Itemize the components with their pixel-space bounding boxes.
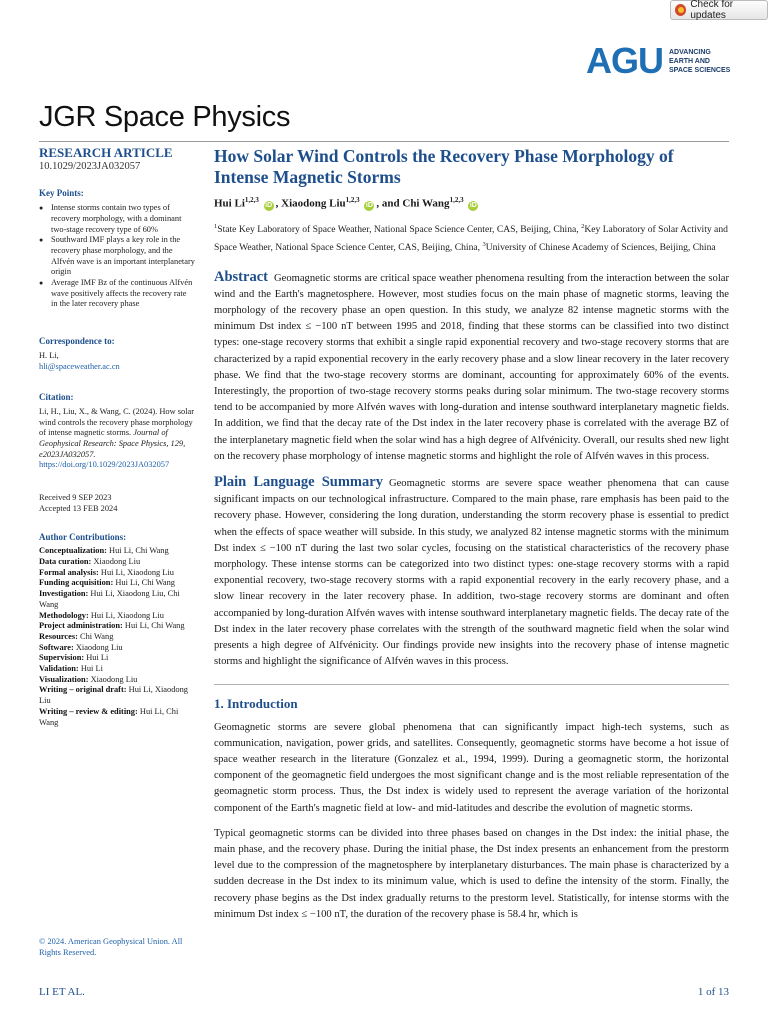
citation-text bbox=[39, 407, 195, 471]
contribution-names: Hui Li, Chi Wang bbox=[109, 546, 169, 556]
intro-paragraph: Typical geomagnetic storms can be divided into three phases based on changes in the Dst index: the initial phase, the main phase, and the recovery phase. During the initial phase, the Dst index presents an enhancement from the prestorm level due to the compression of the magnetosphere by interplanetary disturbances. The main phase is characterized by a sudden decrease in the Dst index to its minimum value, which is used to define the intensity of the storm. Finally, the recovery phase begins as the Dst index gradually returns to the prestorm level. Statistically, for intense storms with the minimum Dst index ≤ −100 nT, the duration of the recovery phase is 58.4 hr, which is bbox=[214, 827, 729, 920]
intro-paragraph: Geomagnetic storms are severe global phenomena that can significantly impact high-tech systems, such as communication, navigation, power grids, and satellites. Consequently, geomagnetic storms have become a hot issue of space weather research in the literature (Gonzalez et al., 1994, 1999). During a geomagnetic storm, the horizontal component of the geomagnetic field undergoes the most significant change and is the most reliable representation of the geomagnetic storm process. Thus, the Dst index is widely used to represent the average variation of the horizontal component of the Earth's magnetic field at low- and mid-latitudes and describe the evolution of magnetic storms. bbox=[214, 721, 729, 814]
agu-tagline-line1: ADVANCING bbox=[669, 48, 711, 56]
contribution-role: Formal analysis: bbox=[39, 567, 99, 577]
copyright: © 2024. American Geophysical Union. All Rights Reserved. bbox=[39, 937, 183, 957]
author-name[interactable]: Xiaodong Liu bbox=[281, 197, 346, 210]
contribution-names: Hui Li, Chi Wang bbox=[124, 621, 185, 631]
citation-body: Li, H., Liu, X., & Wang, C. (2024). How solar wind controls the recovery phase morphology of intense magnetic storms. bbox=[39, 406, 195, 438]
correspondence-email[interactable]: hli@spaceweather.ac.cn bbox=[39, 361, 120, 371]
agu-mark: AGU bbox=[586, 40, 663, 81]
author-name[interactable]: Chi Wang bbox=[402, 197, 450, 210]
contribution-role: Data curation: bbox=[39, 556, 92, 566]
author-separator: , and bbox=[376, 197, 403, 210]
contribution-role: Methodology: bbox=[39, 610, 89, 620]
contribution-names: Hui Li, Xiaodong Liu bbox=[39, 685, 188, 706]
running-author-footer: LI ET AL. bbox=[39, 986, 85, 998]
agu-tagline-line3: SPACE SCIENCES bbox=[669, 66, 731, 74]
orcid-icon[interactable]: iD bbox=[365, 201, 373, 209]
contribution-role: Project administration: bbox=[39, 621, 123, 631]
correspondence-name: H. Li, bbox=[39, 350, 59, 360]
pls-heading: Plain Language Summary bbox=[214, 474, 383, 491]
contribution-row bbox=[39, 632, 195, 643]
author-separator: , bbox=[275, 197, 282, 210]
author-contributions-heading: Author Contributions: bbox=[39, 531, 127, 542]
contribution-role: Writing – review & editing: bbox=[39, 706, 138, 716]
citation-doi-link[interactable]: https://doi.org/10.1029/2023JA032057 bbox=[39, 460, 170, 470]
contribution-role: Investigation: bbox=[39, 589, 89, 599]
contribution-row bbox=[39, 685, 195, 706]
introduction-heading: 1. Introduction bbox=[214, 695, 298, 711]
contribution-row bbox=[39, 557, 195, 568]
agu-tagline-line2: EARTH AND bbox=[669, 57, 710, 65]
abstract bbox=[214, 269, 729, 465]
contribution-row bbox=[39, 621, 195, 632]
key-point: ● Average IMF Bz of the continuous Alfvén wave positively affects the recovery rate in the later recovery phase bbox=[39, 278, 195, 310]
header-rule bbox=[39, 141, 729, 142]
pls-text: Geomagnetic storms are severe space weather phenomena that can cause significant impacts on our technological infrastructure. Compared to the main phase, rare emphasis has been paid to the recovery phase. However, considering the long duration, understanding the storm recovery phase is essential to predict when the effects of space weather will subside. In this study, we analyzed 82 intense magnetic storms with the minimum Dst index ≤ −100 nT during the last two solar cycles, focusing on the statistical characteristics of the recovery phase morphology. These intense storms can be categorized into two distinct types: one-stage recovery storms with a rapid exponential recovery, two-stage recovery storms with a rapid exponential recovery in the early recovery phase, and a slow linear recovery in the later recovery phase. In addition, two-stage recovery storms are dominant and often accompanied by long-duration Alfvén waves with intense southward interplanetary magnetic fields. The decay rate of the Dst index in the later recovery phase correlates with the strength of the southward magnetic field when the solar wind presents a high degree of Alfvénicity. Our findings provide new insights into the recovery phase of intense magnetic storms and highlight the significance of Alfvén waves in this process. bbox=[214, 478, 730, 668]
doi: 10.1029/2023JA032057 bbox=[39, 160, 141, 172]
page-number: 1 of 13 bbox=[697, 986, 729, 998]
article-dates bbox=[39, 493, 195, 514]
contribution-row bbox=[39, 707, 195, 728]
journal-title: JGR Space Physics bbox=[39, 101, 291, 133]
crossmark-icon bbox=[675, 4, 686, 16]
contribution-role: Supervision: bbox=[39, 653, 85, 663]
check-for-updates-button[interactable] bbox=[670, 0, 768, 20]
key-point: ● Intense storms contain two types of recovery morphology, with a dominant two-stage recovery type of 60% bbox=[39, 203, 195, 235]
affiliation: State Key Laboratory of Space Weather, National Space Science Center, CAS, Beijing, China, bbox=[217, 223, 582, 235]
contribution-row bbox=[39, 664, 195, 675]
accepted-date: Accepted 13 FEB 2024 bbox=[39, 503, 118, 513]
contribution-row bbox=[39, 578, 195, 589]
contribution-row bbox=[39, 568, 195, 579]
citation-journal: Journal of Geophysical Research: Space Physics, 129, e2023JA032057. bbox=[39, 428, 186, 459]
section-divider bbox=[214, 684, 729, 685]
contribution-row bbox=[39, 546, 195, 557]
key-points-heading: Key Points: bbox=[39, 188, 84, 199]
affil-sup: 3 bbox=[482, 240, 486, 248]
contribution-role: Funding acquisition: bbox=[39, 578, 114, 588]
abstract-text: Geomagnetic storms are critical space weather phenomena resulting from the interaction between the solar wind and the Earth's magnetosphere. However, most studies focus on the main phase of magnetic storms, leaving the morphology of the recovery phase an open question. In this study, we analyze 82 intense magnetic storms with the minimum Dst index ≤ −100 nT between 1995 and 2018, finding that these storms can be classified into two distinct types: one-stage recovery storms that exhibit a single rapid exponential recovery and two-stage recovery storms that are characterized by a rapid exponential recovery in the early recovery phase and a slow linear recovery in the later recovery phase. We find that the two-stage recovery storms are dominant, accounting for approximately 60% of the events. Interestingly, the proportion of two-stage recovery storms peaks during solar minimum. The two-stage recovery storms tend to be accompanied by more Alfvén waves with long-duration and intense southward interplanetary magnetic fields. In addition, we find that the decay rate of the Dst index in the later recovery phase is correlated with the average BZ of the interplanetary magnetic field when the solar wind has a high degree of Alfvénicity. Overall, our results shed new light on the recovery phase morphology of intense magnetic storms and highlight the role of Alfvén waves in this process. bbox=[214, 272, 730, 462]
contribution-role: Visualization: bbox=[39, 674, 89, 684]
orcid-icon[interactable]: iD bbox=[265, 201, 273, 209]
key-points-list bbox=[39, 203, 195, 310]
contribution-names: Xiaodong Liu bbox=[90, 674, 138, 684]
contribution-row bbox=[39, 675, 195, 686]
contribution-names: Hui Li, Xiaodong Liu bbox=[100, 567, 174, 577]
contribution-names: Hui Li, Chi Wang bbox=[39, 706, 179, 727]
author-name[interactable]: Hui Li bbox=[214, 197, 245, 210]
affiliation: Key Laboratory of Solar Activity and Space Weather, National Space Science Center, CAS, Beijing, China, bbox=[214, 223, 728, 253]
contribution-role: Software: bbox=[39, 642, 74, 652]
introduction bbox=[214, 720, 729, 923]
author-list bbox=[214, 196, 729, 211]
affiliation: University of Chinese Academy of Sciences, Beijing, China bbox=[485, 241, 716, 253]
contribution-names: Xiaodong Liu bbox=[75, 642, 123, 652]
contribution-names: Hui Li, Xiaodong Liu bbox=[90, 610, 164, 620]
abstract-heading: Abstract bbox=[214, 268, 268, 285]
contribution-names: Hui Li, Chi Wang bbox=[115, 578, 175, 588]
contribution-names: Chi Wang bbox=[80, 631, 114, 641]
contribution-names: Hui Li bbox=[80, 664, 103, 674]
contribution-role: Writing – original draft: bbox=[39, 685, 127, 695]
key-point: ● Southward IMF plays a key role in the recovery phase morphology, and the Alfvén wave is an important interplanetary origin bbox=[39, 235, 195, 278]
plain-language-summary bbox=[214, 474, 729, 670]
correspondence-heading: Correspondence to: bbox=[39, 336, 115, 347]
affiliations bbox=[214, 220, 729, 256]
contribution-names: Hui Li, Xiaodong Liu, Chi Wang bbox=[39, 589, 180, 609]
contribution-row bbox=[39, 653, 195, 664]
check-for-updates-label: Check for updates bbox=[690, 0, 734, 21]
received-date: Received 9 SEP 2023 bbox=[39, 493, 112, 503]
author-affil-sup: 1,2,3 bbox=[449, 196, 464, 204]
sidebar bbox=[39, 145, 195, 728]
article-main bbox=[214, 146, 729, 923]
contribution-row bbox=[39, 611, 195, 622]
author-affil-sup: 1,2,3 bbox=[345, 196, 360, 204]
contribution-role: Conceptualization: bbox=[39, 546, 107, 556]
contribution-names: Xiaodong Liu bbox=[93, 556, 141, 566]
agu-logo bbox=[586, 40, 731, 81]
contribution-role: Resources: bbox=[39, 631, 78, 641]
contribution-row bbox=[39, 643, 195, 654]
citation-heading: Citation: bbox=[39, 392, 74, 403]
orcid-icon[interactable]: iD bbox=[469, 201, 477, 209]
paper-title: How Solar Wind Controls the Recovery Phase Morphology of Intense Magnetic Storms bbox=[214, 146, 674, 187]
affil-sup: 1 bbox=[214, 222, 218, 230]
article-type: RESEARCH ARTICLE bbox=[39, 145, 173, 160]
author-contributions bbox=[39, 546, 195, 728]
affil-sup: 2 bbox=[581, 222, 585, 230]
agu-tagline bbox=[669, 48, 730, 75]
author-affil-sup: 1,2,3 bbox=[244, 196, 259, 204]
contribution-names: Hui Li bbox=[86, 653, 109, 663]
contribution-row bbox=[39, 589, 195, 610]
contribution-role: Validation: bbox=[39, 664, 79, 674]
